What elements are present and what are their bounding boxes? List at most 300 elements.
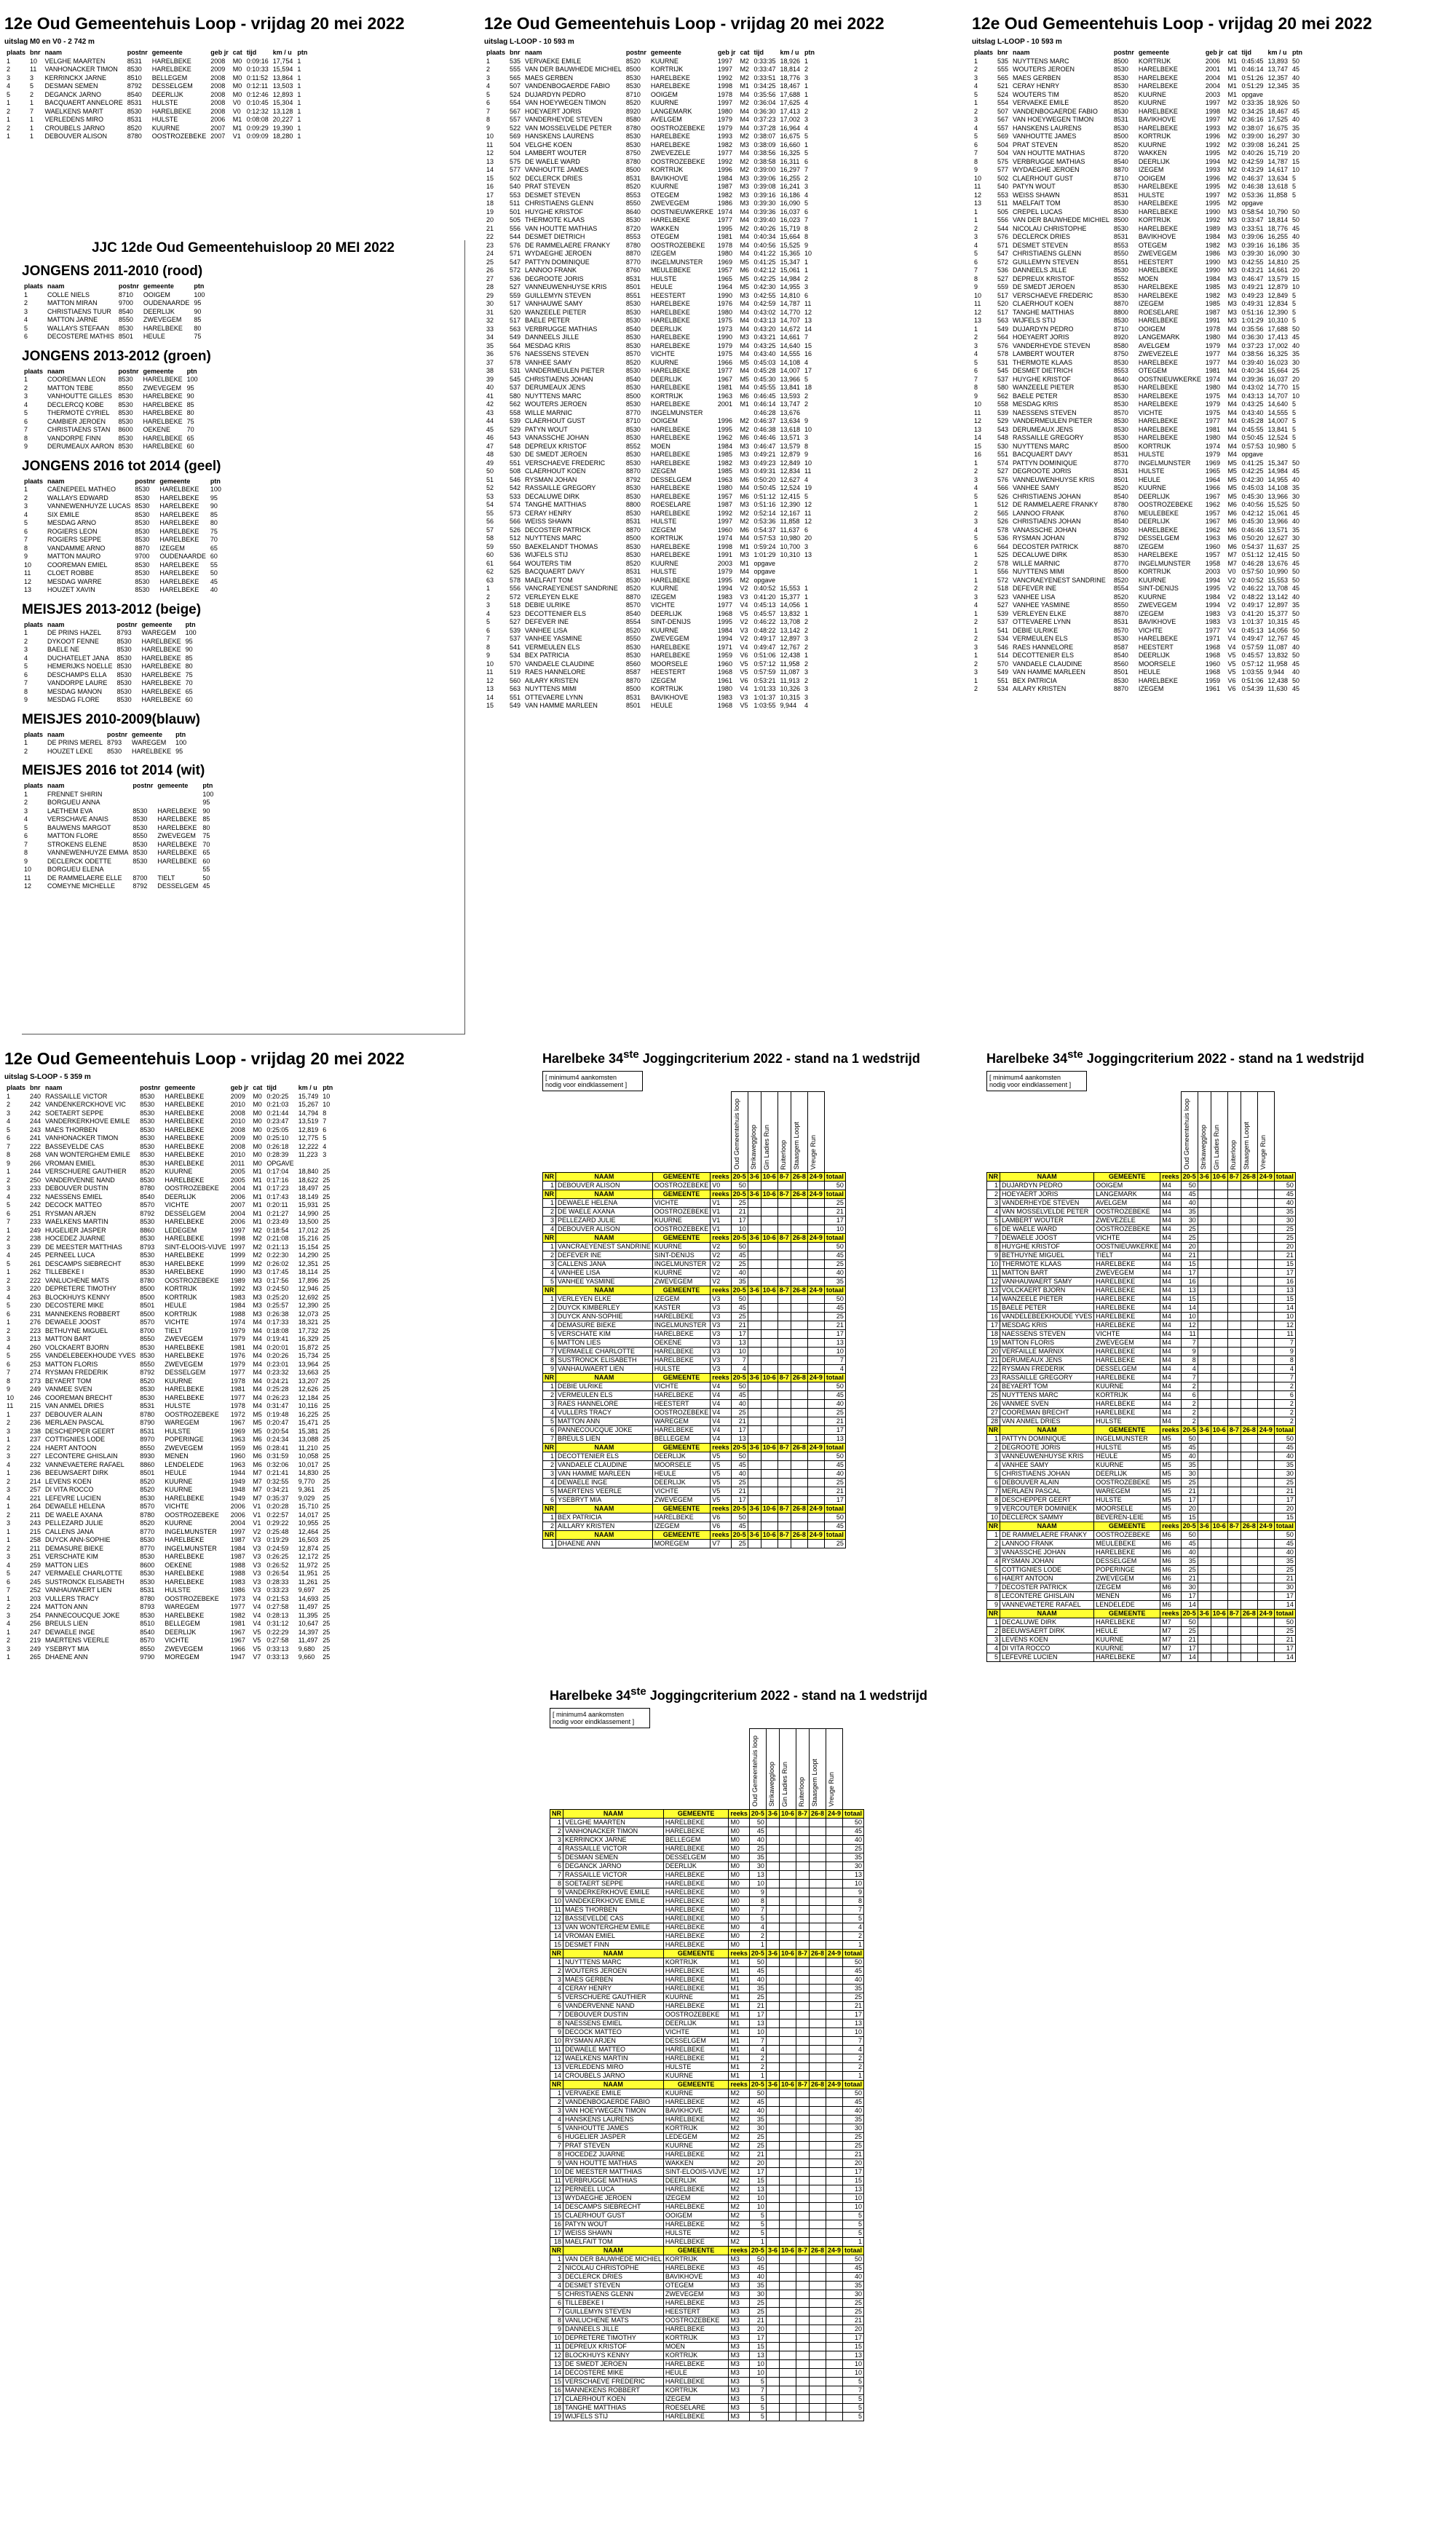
table-cell: 2 bbox=[1181, 1400, 1198, 1409]
crit-column-header: 20-5 bbox=[749, 1810, 766, 1819]
table-cell: AILLARY KRISTEN bbox=[556, 1522, 653, 1531]
table-cell: VOLCKAERT BJORN bbox=[1000, 1286, 1094, 1295]
table-cell: 0:41:22 bbox=[753, 250, 776, 257]
table-cell: 12,946 bbox=[298, 1285, 319, 1292]
table-cell: 241 bbox=[30, 1134, 41, 1142]
table-cell: KUURNE bbox=[663, 2142, 729, 2151]
table-cell bbox=[748, 1382, 761, 1391]
table-cell: 237 bbox=[30, 1436, 41, 1443]
table-cell: NUYTTENS MARC bbox=[1000, 1391, 1094, 1400]
table-cell: 224 bbox=[30, 1444, 41, 1452]
table-cell: 7 bbox=[749, 1906, 766, 1915]
table-cell: 0:39:16 bbox=[753, 191, 776, 199]
table-cell: 5 bbox=[804, 199, 809, 207]
table-cell: 1967 bbox=[1205, 492, 1220, 500]
table-cell: DEFEVER INE bbox=[556, 1251, 653, 1260]
table-cell: 0:43:02 bbox=[753, 308, 776, 316]
table-cell: BASSEVELDE CAS bbox=[45, 1142, 104, 1150]
table-cell bbox=[1241, 1479, 1257, 1487]
table-cell: HEESTERT bbox=[1138, 643, 1174, 651]
table-cell: 25 bbox=[323, 1285, 331, 1292]
table-cell: 8530 bbox=[1113, 526, 1128, 534]
table-cell: 0:28:13 bbox=[266, 1611, 289, 1619]
table-cell: 75 bbox=[194, 333, 202, 340]
table-row bbox=[543, 1304, 846, 1313]
table-cell: 45 bbox=[824, 1251, 845, 1260]
table-cell bbox=[1198, 1216, 1211, 1225]
table-cell: 6 bbox=[550, 2133, 563, 2142]
table-cell: V4 bbox=[740, 643, 748, 651]
table-cell: 25 bbox=[749, 1845, 766, 1853]
table-row bbox=[4, 1093, 335, 1101]
table-cell: 0:53:21 bbox=[753, 676, 776, 684]
table-cell: 12 bbox=[550, 2054, 563, 2063]
table-cell: 5 bbox=[543, 1487, 556, 1496]
lloop1-column-header: bnr bbox=[510, 49, 521, 56]
table-cell: 1986 bbox=[230, 1586, 245, 1594]
table-row bbox=[550, 1888, 864, 1897]
table-row bbox=[22, 654, 199, 663]
table-cell: M3 bbox=[729, 2255, 750, 2264]
table-cell: 7 bbox=[987, 1583, 1000, 1592]
table-cell: 1960 bbox=[717, 526, 732, 534]
table-cell: 7 bbox=[7, 1218, 11, 1225]
table-cell: 13 bbox=[486, 685, 494, 692]
crit-race-label: Strikaweggloop bbox=[1199, 1125, 1207, 1170]
table-cell bbox=[796, 1888, 809, 1897]
table-cell: HARELBEKE bbox=[159, 577, 199, 585]
table-row bbox=[22, 874, 215, 883]
table-cell: 8860 bbox=[140, 1460, 155, 1468]
table-cell: VANMEE SVEN bbox=[1000, 1400, 1094, 1409]
table-cell: MAES THORBEN bbox=[563, 1906, 664, 1915]
table-cell bbox=[1211, 1400, 1227, 1409]
table-cell: 1990 bbox=[1205, 266, 1220, 274]
table-row bbox=[972, 158, 1305, 167]
table-cell: 8531 bbox=[1113, 233, 1128, 240]
table-cell: 5 bbox=[804, 132, 809, 140]
table-cell bbox=[791, 1199, 807, 1208]
table-cell bbox=[809, 2019, 826, 2028]
table-cell bbox=[766, 1985, 779, 1993]
table-cell: 9,944 bbox=[1267, 668, 1285, 676]
table-cell: 1988 bbox=[230, 1570, 245, 1577]
table-cell: HARELBEKE bbox=[650, 451, 690, 458]
table-cell: 12,897 bbox=[1267, 601, 1289, 609]
table-cell: M2 bbox=[253, 1226, 262, 1234]
table-cell: M3 bbox=[740, 141, 749, 149]
table-cell: 2 bbox=[486, 593, 491, 601]
table-cell: 25 bbox=[323, 1628, 331, 1636]
table-cell: OEKENE bbox=[165, 1561, 192, 1569]
table-cell bbox=[796, 2185, 809, 2194]
table-cell: 1989 bbox=[230, 1276, 245, 1284]
table-cell: 0:33:51 bbox=[1241, 224, 1264, 232]
table-cell bbox=[809, 2255, 826, 2264]
table-cell: 1984 bbox=[1205, 274, 1220, 282]
table-cell: 8531 bbox=[1113, 451, 1128, 458]
crit-men-bottom-note: [ minimum4 aankomsten nodig voor eindklassement ] bbox=[550, 1708, 650, 1728]
table-cell: 0:40:34 bbox=[1241, 367, 1264, 374]
table-row bbox=[22, 519, 223, 528]
table-cell bbox=[1198, 1339, 1211, 1348]
table-cell: 1981 bbox=[230, 1343, 245, 1351]
table-cell: DESMAN SEMEN bbox=[563, 1853, 664, 1862]
table-cell: DESCHAMPS ELLA bbox=[47, 670, 107, 678]
table-cell: 0:17:23 bbox=[266, 1184, 289, 1192]
table-cell: 8770 bbox=[140, 1544, 155, 1552]
table-cell bbox=[796, 2273, 809, 2282]
table-cell: DECALUWE DIRK bbox=[1013, 551, 1068, 558]
table-cell bbox=[1257, 1330, 1274, 1339]
table-cell: VOLCKAERT BJORN bbox=[45, 1343, 109, 1351]
table-cell: 16,090 bbox=[780, 199, 801, 207]
table-cell bbox=[802, 577, 817, 585]
table-cell: 1:01:29 bbox=[1241, 317, 1264, 324]
table-cell: M1 bbox=[1227, 82, 1237, 90]
table-cell bbox=[1198, 1321, 1211, 1330]
table-cell bbox=[1227, 1627, 1241, 1636]
table-cell: 0:17:04 bbox=[266, 1168, 289, 1175]
table-cell: DEWAELE INGE bbox=[556, 1479, 653, 1487]
table-cell: WAKKEN bbox=[650, 224, 679, 232]
table-cell: NUYTTENS MARC bbox=[1013, 57, 1069, 65]
table-cell: 8551 bbox=[625, 291, 641, 299]
table-cell: 9 bbox=[804, 417, 809, 424]
table-cell: M2 bbox=[729, 2212, 750, 2220]
table-cell bbox=[791, 1313, 807, 1321]
table-cell: 17 bbox=[749, 2168, 766, 2177]
table-cell: KORTRIJK bbox=[650, 66, 684, 73]
table-cell: HARELBEKE bbox=[165, 1101, 205, 1108]
table-cell: M4 bbox=[1160, 1286, 1182, 1295]
table-row bbox=[550, 1871, 864, 1880]
table-cell bbox=[1227, 1208, 1241, 1216]
table-cell: 85 bbox=[185, 654, 193, 662]
table-cell: VERLEDENS MIRO bbox=[44, 116, 104, 123]
table-cell: 2 bbox=[7, 66, 11, 73]
table-cell bbox=[1227, 1190, 1241, 1199]
table-cell: 1:03:55 bbox=[1241, 668, 1264, 676]
table-cell: 512 bbox=[510, 534, 521, 542]
table-cell: 25 bbox=[1274, 1566, 1295, 1575]
table-cell: 40 bbox=[749, 2273, 766, 2282]
crit-column-header: 20-5 bbox=[731, 1190, 748, 1199]
table-cell: M2 bbox=[729, 2159, 750, 2168]
table-cell: KUURNE bbox=[1138, 99, 1166, 106]
table-cell: 8530 bbox=[116, 662, 132, 670]
table-cell: HEULE bbox=[650, 702, 673, 709]
table-cell: KUURNE bbox=[165, 1519, 193, 1527]
table-cell bbox=[1241, 1356, 1257, 1365]
table-cell: LANNOO FRANK bbox=[1000, 1540, 1094, 1548]
table-cell: VANHEE YASMINE bbox=[525, 635, 582, 642]
crit-column-header: 24-9 bbox=[807, 1531, 824, 1540]
table-row bbox=[484, 74, 817, 83]
table-cell: 245 bbox=[30, 1578, 41, 1586]
table-cell bbox=[1211, 1470, 1227, 1479]
table-cell: 1978 bbox=[1205, 325, 1220, 333]
table-cell: 2 bbox=[843, 2054, 864, 2063]
table-cell: M3 bbox=[740, 199, 749, 207]
table-cell: HARELBEKE bbox=[1094, 1653, 1160, 1662]
table-cell: 25 bbox=[323, 1369, 331, 1376]
table-cell: 0:25:05 bbox=[266, 1125, 289, 1133]
table-cell: 0:45:57 bbox=[753, 609, 776, 617]
table-cell: M2 bbox=[740, 166, 749, 173]
table-cell: 1 bbox=[987, 1435, 1000, 1444]
table-cell: 20 bbox=[1181, 1505, 1198, 1514]
table-cell: 2 bbox=[804, 660, 809, 668]
table-row bbox=[543, 1356, 846, 1365]
table-cell bbox=[748, 1313, 761, 1321]
table-cell: IZEGEM bbox=[1138, 300, 1164, 307]
table-cell bbox=[796, 1871, 809, 1880]
table-cell: 535 bbox=[997, 57, 1009, 65]
table-cell: M4 bbox=[740, 341, 749, 349]
table-cell bbox=[1211, 1417, 1227, 1426]
table-cell: HARELBEKE bbox=[157, 857, 197, 865]
table-row bbox=[4, 1377, 335, 1386]
table-cell bbox=[1241, 1400, 1257, 1409]
table-cell: 2007 bbox=[210, 124, 226, 132]
table-cell bbox=[779, 1923, 796, 1932]
table-cell: 0:46:37 bbox=[753, 417, 776, 424]
table-cell: YSEBRYT MIA bbox=[45, 1645, 90, 1653]
table-cell bbox=[826, 2343, 843, 2351]
jjc-column-header: naam bbox=[47, 367, 65, 375]
table-cell: 2004 bbox=[1205, 82, 1220, 90]
table-cell bbox=[766, 2316, 779, 2325]
table-row bbox=[4, 1109, 335, 1118]
table-cell: CERAY HENRY bbox=[1013, 82, 1060, 90]
crit-race-column bbox=[766, 1729, 779, 1810]
table-cell: 16,660 bbox=[780, 141, 801, 149]
table-cell: 50 bbox=[1274, 1531, 1295, 1540]
table-cell: MENEN bbox=[1094, 1592, 1160, 1601]
crit-column-header: 8-7 bbox=[796, 2247, 809, 2255]
table-cell: IZEGEM bbox=[650, 526, 676, 534]
table-cell bbox=[1257, 1243, 1274, 1251]
table-cell bbox=[1211, 1575, 1227, 1583]
table-cell bbox=[766, 1941, 779, 1950]
table-cell: 8770 bbox=[625, 258, 641, 266]
table-row bbox=[4, 66, 309, 74]
table-cell bbox=[1198, 1391, 1211, 1400]
table-row bbox=[22, 418, 200, 427]
table-cell: 567 bbox=[997, 116, 1009, 123]
jjc-column-header: plaats bbox=[24, 620, 44, 628]
table-cell: 8552 bbox=[625, 442, 641, 450]
table-cell: 100 bbox=[175, 739, 187, 746]
table-cell bbox=[1211, 1479, 1227, 1487]
table-cell: 10 bbox=[323, 1101, 331, 1108]
table-cell: V5 bbox=[740, 668, 748, 676]
table-cell bbox=[1241, 1548, 1257, 1557]
table-cell: 14,830 bbox=[298, 1469, 319, 1476]
table-cell bbox=[130, 799, 155, 807]
table-cell bbox=[826, 2308, 843, 2316]
table-cell bbox=[796, 2063, 809, 2072]
table-cell: M1 bbox=[740, 82, 749, 90]
table-cell: 8587 bbox=[1113, 643, 1128, 651]
table-row bbox=[550, 2203, 864, 2212]
lloop2-column-header: tijd bbox=[1241, 49, 1251, 56]
table-cell: 8792 bbox=[132, 882, 148, 890]
table-cell: LEDEGEM bbox=[663, 2133, 729, 2142]
table-cell: DEBOUVER DUSTIN bbox=[563, 2011, 664, 2019]
table-cell: 12,464 bbox=[298, 1527, 319, 1535]
table-row bbox=[543, 1496, 846, 1505]
table-cell: V0 bbox=[711, 1182, 732, 1190]
table-cell: 8793 bbox=[107, 739, 122, 746]
table-cell: M6 bbox=[1227, 534, 1237, 542]
table-cell: 15 bbox=[486, 174, 494, 182]
table-cell: 17 bbox=[824, 1216, 845, 1225]
table-cell: KUURNE bbox=[650, 57, 678, 65]
table-cell: 523 bbox=[510, 609, 521, 617]
table-cell: 519 bbox=[510, 668, 521, 676]
table-cell: 576 bbox=[997, 341, 1009, 349]
table-cell: 18,926 bbox=[1267, 99, 1289, 106]
table-cell: 2 bbox=[30, 90, 34, 98]
table-cell bbox=[1227, 1382, 1241, 1391]
table-cell: 15,553 bbox=[1267, 576, 1289, 584]
table-cell: ZWEVEGEM bbox=[1094, 1339, 1160, 1348]
table-cell: HARELBEKE bbox=[663, 1897, 729, 1906]
table-cell bbox=[1198, 1557, 1211, 1566]
table-cell: 17 bbox=[843, 2011, 864, 2019]
table-cell: 8520 bbox=[625, 559, 641, 567]
crit-column-header: 10-6 bbox=[761, 1531, 778, 1540]
table-cell: IZEGEM bbox=[1094, 1583, 1160, 1592]
table-cell: 35 bbox=[486, 341, 494, 349]
table-cell: 13,519 bbox=[298, 1117, 319, 1125]
table-cell bbox=[748, 1452, 761, 1461]
table-cell: 8530 bbox=[1113, 283, 1128, 290]
crit-women-table bbox=[542, 1091, 846, 1548]
table-cell: OOIGEM bbox=[1138, 174, 1166, 182]
table-cell: HULSTE bbox=[1138, 191, 1165, 199]
table-cell bbox=[778, 1199, 791, 1208]
table-cell: HARELBEKE bbox=[141, 687, 181, 695]
table-cell bbox=[826, 2316, 843, 2325]
table-row bbox=[4, 74, 309, 83]
table-row bbox=[972, 451, 1305, 459]
table-cell: AILARY KRISTEN bbox=[525, 676, 579, 684]
table-cell: COLLE NIELS bbox=[47, 290, 90, 298]
table-cell: 2009 bbox=[210, 66, 226, 73]
table-cell: M6 bbox=[1160, 1548, 1182, 1557]
table-cell: 5 bbox=[486, 618, 491, 625]
table-cell: 35 bbox=[1292, 484, 1300, 491]
table-cell bbox=[809, 2168, 826, 2177]
table-cell: PANNECOUCQUE JOKE bbox=[45, 1611, 120, 1619]
table-row bbox=[4, 1151, 335, 1160]
table-cell: MESDAG KRIS bbox=[1000, 1321, 1094, 1330]
table-row bbox=[4, 1302, 335, 1310]
table-cell: M6 bbox=[1227, 509, 1237, 517]
table-cell: 10 bbox=[731, 1348, 748, 1356]
table-cell: 25 bbox=[323, 1352, 331, 1359]
table-cell: 6 bbox=[24, 527, 28, 535]
table-cell: 0:41:20 bbox=[1241, 609, 1264, 617]
table-cell: 1982 bbox=[1205, 291, 1220, 299]
table-cell: COOREMAN EMIEL bbox=[47, 561, 108, 569]
table-cell: M4 bbox=[1227, 358, 1237, 366]
table-cell bbox=[1211, 1627, 1227, 1636]
table-row bbox=[987, 1505, 1296, 1514]
table-cell bbox=[761, 1225, 778, 1234]
table-cell bbox=[779, 2133, 796, 2142]
jjc-column-header: ptn bbox=[186, 367, 197, 375]
table-cell: 1973 bbox=[230, 1594, 245, 1602]
table-cell: 12,172 bbox=[298, 1553, 319, 1560]
table-cell: 11 bbox=[1274, 1330, 1295, 1339]
table-cell: 50 bbox=[824, 1382, 845, 1391]
table-cell: 2 bbox=[1274, 1409, 1295, 1417]
table-row bbox=[4, 1620, 335, 1629]
table-cell: M3 bbox=[740, 291, 749, 299]
table-cell: 21 bbox=[1274, 1636, 1295, 1645]
table-cell: 4 bbox=[974, 601, 978, 609]
table-cell bbox=[1257, 1417, 1274, 1426]
table-cell bbox=[748, 1330, 761, 1339]
table-cell: M5 bbox=[1227, 475, 1237, 483]
table-cell: HARELBEKE bbox=[159, 519, 199, 526]
table-cell bbox=[1211, 1348, 1227, 1356]
table-row bbox=[484, 58, 817, 66]
table-cell: 0:57:59 bbox=[1241, 643, 1264, 651]
table-cell: 0:42:59 bbox=[1241, 157, 1264, 165]
table-cell: OEKENE bbox=[143, 426, 171, 433]
table-cell: 501 bbox=[510, 207, 521, 215]
table-cell: 20,227 bbox=[272, 116, 293, 123]
table-cell: 12 bbox=[974, 308, 982, 316]
table-cell: 21 bbox=[749, 2316, 766, 2325]
table-cell: 12,893 bbox=[272, 90, 293, 98]
table-cell: M6 bbox=[1227, 518, 1237, 525]
table-cell: 1968 bbox=[1205, 668, 1220, 676]
table-cell bbox=[791, 1348, 807, 1356]
table-cell: HARELBEKE bbox=[1094, 1374, 1160, 1382]
crit-column-header: totaal bbox=[824, 1173, 845, 1182]
table-cell: WAREGEM bbox=[652, 1417, 711, 1426]
crit-column-header: 20-5 bbox=[1181, 1610, 1198, 1618]
table-cell bbox=[1241, 1278, 1257, 1286]
table-cell: ZWEVEGEM bbox=[1094, 1575, 1160, 1583]
table-cell: MATTON MIRAN bbox=[47, 299, 98, 306]
table-cell: 517 bbox=[997, 291, 1009, 299]
table-cell: 0:23:47 bbox=[266, 1117, 289, 1125]
table-cell: 11 bbox=[987, 1269, 1000, 1278]
crit-column-header: 8-7 bbox=[1227, 1610, 1241, 1618]
table-row bbox=[987, 1479, 1296, 1487]
table-cell: KUURNE bbox=[650, 183, 678, 190]
table-cell: 1 bbox=[297, 132, 301, 140]
table-cell: IZEGEM bbox=[650, 593, 676, 601]
table-cell bbox=[796, 2229, 809, 2238]
table-cell: 8531 bbox=[625, 274, 641, 282]
table-cell: VANDERHEYDE STEVEN bbox=[1000, 1199, 1094, 1208]
table-cell: M2 bbox=[1227, 183, 1237, 190]
table-cell: M2 bbox=[253, 1235, 262, 1242]
table-cell: 220 bbox=[30, 1285, 41, 1292]
table-cell: 13 bbox=[749, 1871, 766, 1880]
table-cell bbox=[766, 2325, 779, 2334]
table-cell: VROMAN EMIEL bbox=[45, 1159, 96, 1167]
table-cell: M4 bbox=[740, 250, 749, 257]
